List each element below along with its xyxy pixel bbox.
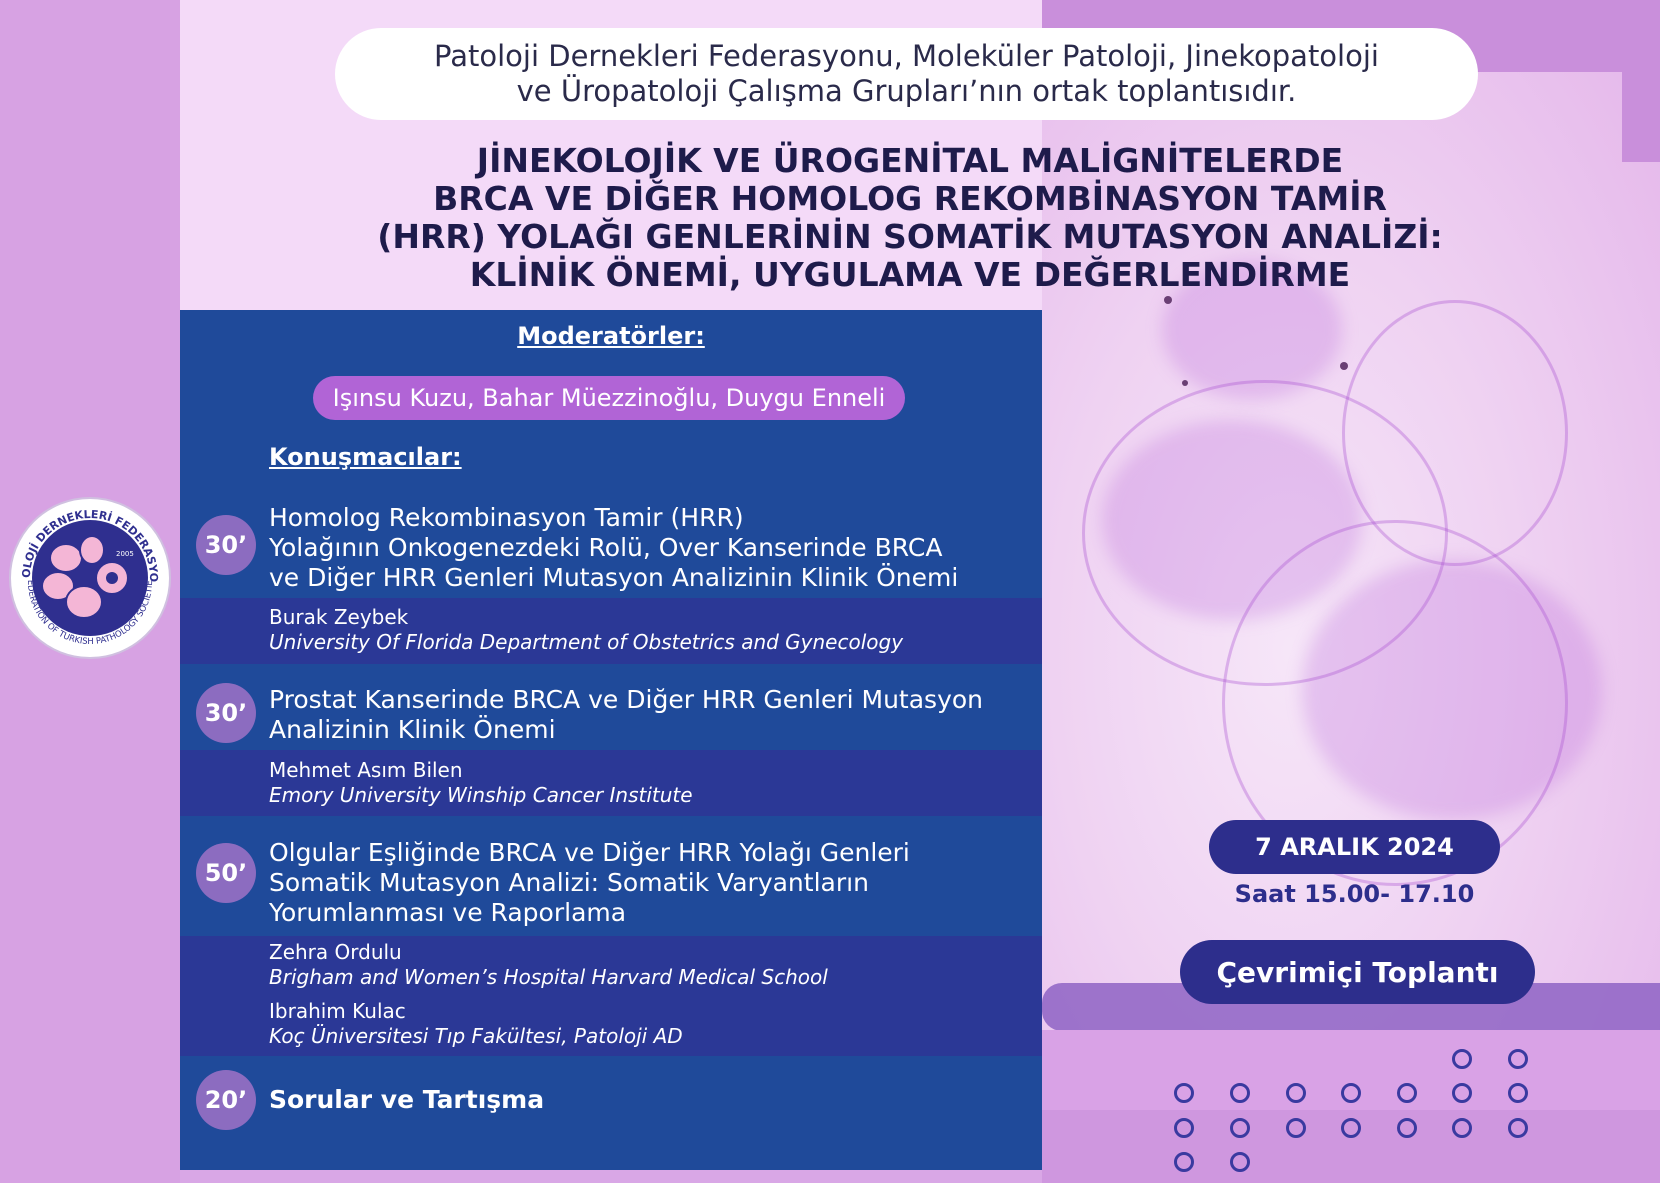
- header-line-2: ve Üropatoloji Çalışma Grupları’nın ortak toplantısıdır.: [516, 74, 1297, 108]
- decorative-dot: [1341, 1083, 1361, 1103]
- decorative-dot: [1230, 1083, 1250, 1103]
- talk-title-line: ve Diğer HRR Genleri Mutasyon Analizinin Klinik Önemi: [269, 563, 959, 592]
- header-line-1: Patoloji Dernekleri Federasyonu, Moleküler Patoloji, Jinekopatoloji: [434, 39, 1379, 73]
- talk-title-line: Prostat Kanserinde BRCA ve Diğer HRR Genleri Mutasyon: [269, 685, 984, 714]
- speaker-name: Burak Zeybek: [269, 605, 409, 629]
- speaker-affiliation: Brigham and Women’s Hospital Harvard Medical School: [269, 965, 828, 989]
- speaker-name: Ibrahim Kulac: [269, 999, 406, 1023]
- speaker-affiliation: University Of Florida Department of Obstetrics and Gynecology: [269, 630, 904, 654]
- title-line-2: BRCA VE DİĞER HOMOLOG REKOMBİNASYON TAMİR: [433, 179, 1387, 218]
- logo-text-top: OLOJİ DERNEKLERİ FEDERASYO: [19, 507, 161, 583]
- online-meeting-pill: Çevrimiçi Toplantı: [1180, 940, 1535, 1004]
- decorative-dot: [1452, 1118, 1472, 1138]
- talk-title-line: Homolog Rekombinasyon Tamir (HRR): [269, 503, 744, 532]
- duration-badge: 20’: [196, 1070, 256, 1130]
- logo-year: 2005: [116, 550, 134, 558]
- talk-title-line: Olgular Eşliğinde BRCA ve Diğer HRR Yolağı Genleri: [269, 838, 910, 867]
- speaker-name: Zehra Ordulu: [269, 940, 402, 964]
- title-line-4: KLİNİK ÖNEMİ, UYGULAMA VE DEĞERLENDİRME: [469, 255, 1351, 294]
- moderators-heading: Moderatörler:: [517, 322, 705, 350]
- duration-badge: 30’: [196, 683, 256, 743]
- decorative-dot: [1508, 1083, 1528, 1103]
- qa-title: Sorular ve Tartışma: [269, 1085, 545, 1114]
- event-title: [360, 142, 1460, 294]
- header-pill: [335, 28, 1478, 120]
- duration-badge: 30’: [196, 515, 256, 575]
- decorative-dot: [1508, 1049, 1528, 1069]
- decorative-dot: [1452, 1083, 1472, 1103]
- decorative-dot: [1397, 1083, 1417, 1103]
- decorative-dot: [1174, 1083, 1194, 1103]
- date-pill: 7 ARALIK 2024: [1209, 820, 1500, 874]
- talk-title-line: Yolağının Onkogenezdeki Rolü, Over Kanserinde BRCA: [269, 533, 943, 562]
- talk-title: [269, 503, 1019, 593]
- duration-badge: 50’: [196, 843, 256, 903]
- logo-text-bottom: EDERATION OF TURKISH PATHOLOGY SOCIETIE: [24, 579, 156, 648]
- speakers-heading: Konuşmacılar:: [269, 443, 462, 471]
- background-speck: [1340, 362, 1348, 370]
- talk-title-line: Analizinin Klinik Önemi: [269, 715, 556, 744]
- talk-title: [269, 685, 1019, 745]
- decorative-dot: [1230, 1152, 1250, 1172]
- talk-title-line: Yorumlanması ve Raporlama: [269, 898, 627, 927]
- talk-title-line: Somatik Mutasyon Analizi: Somatik Varyantların: [269, 868, 869, 897]
- decorative-dot: [1230, 1118, 1250, 1138]
- background-speck: [1182, 380, 1188, 386]
- decorative-dot: [1174, 1152, 1194, 1172]
- decorative-dot: [1174, 1118, 1194, 1138]
- federation-logo-graphic: [8, 496, 172, 660]
- background-speck: [1164, 296, 1172, 304]
- decorative-dot: [1452, 1049, 1472, 1069]
- time-text: Saat 15.00- 17.10: [1234, 880, 1475, 908]
- decorative-dot: [1286, 1083, 1306, 1103]
- talk-title: [269, 838, 1019, 928]
- speaker-affiliation: Emory University Winship Cancer Institute: [269, 783, 693, 807]
- title-line-3: (HRR) YOLAĞI GENLERİNİN SOMATİK MUTASYON ANALİZİ:: [377, 217, 1443, 256]
- speaker-affiliation: Koç Üniversitesi Tıp Fakültesi, Patoloji AD: [269, 1024, 683, 1048]
- decorative-dot: [1286, 1118, 1306, 1138]
- decorative-dot: [1397, 1118, 1417, 1138]
- right-side-band: [1622, 72, 1660, 162]
- decorative-dot: [1341, 1118, 1361, 1138]
- moderators-pill: Işınsu Kuzu, Bahar Müezzinoğlu, Duygu Enneli: [313, 376, 905, 420]
- background-swirl: [1342, 300, 1568, 566]
- federation-logo: [8, 496, 172, 660]
- speaker-name: Mehmet Asım Bilen: [269, 758, 463, 782]
- decorative-dot: [1508, 1118, 1528, 1138]
- title-line-1: JİNEKOLOJİK VE ÜROGENİTAL MALİGNİTELERDE: [476, 141, 1344, 180]
